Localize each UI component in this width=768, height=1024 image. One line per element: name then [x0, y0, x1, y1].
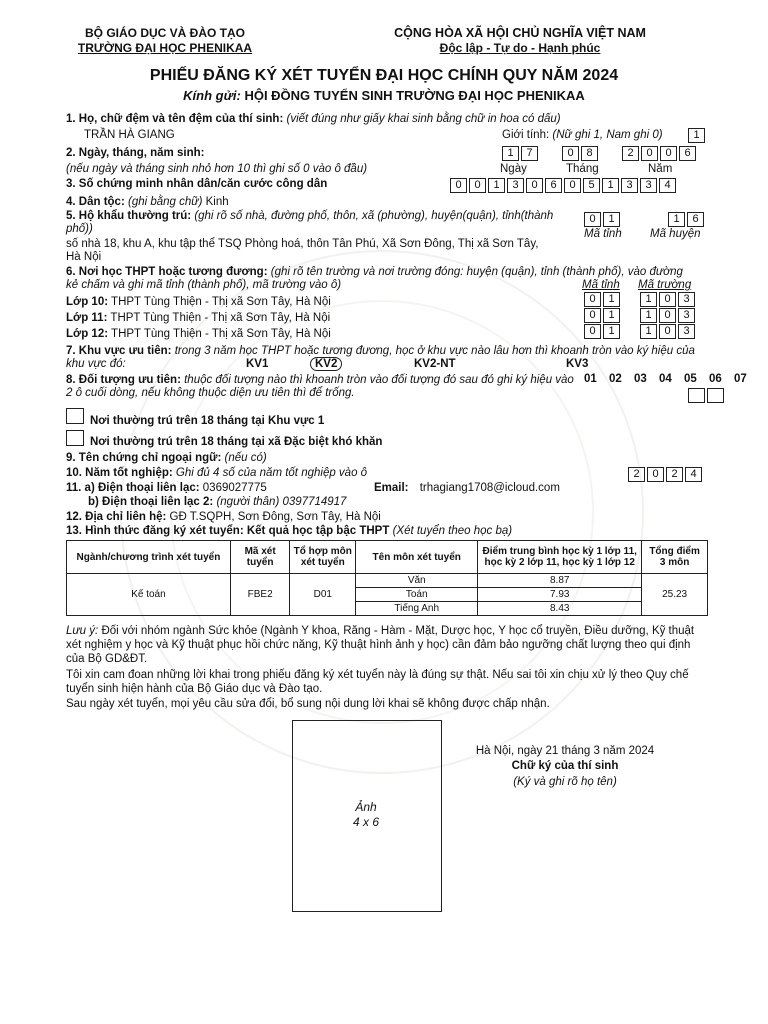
year-label: Năm: [648, 163, 673, 175]
digit: 4: [659, 178, 676, 193]
digit: 1: [603, 324, 620, 339]
note-paragraph: [66, 624, 706, 666]
school-name: THPT Tùng Thiện - Thị xã Sơn Tây, Hà Nội: [111, 328, 331, 340]
q10-hint: Ghi đủ 4 số của năm tốt nghiệp vào ô: [175, 467, 368, 479]
signature-hint: (Ký và ghi rõ họ tên): [513, 776, 617, 788]
q6-label: 6. Nơi học THPT hoặc tương đương:: [66, 266, 268, 278]
kv2-nt: KV2-NT: [414, 358, 456, 370]
table-header: Mã xét tuyển: [230, 541, 290, 574]
digit: 3: [678, 324, 695, 339]
q11a-label: 11. a) Điện thoại liên lạc:: [66, 482, 200, 494]
check1-label: Nơi thường trú trên 18 tháng tại Khu vực 1: [90, 415, 325, 427]
email-label: Email:: [374, 482, 409, 494]
q13-line: [66, 525, 512, 537]
digit: 1: [488, 178, 505, 193]
q4-line: [66, 196, 229, 208]
digit: 0: [450, 178, 467, 193]
digit: 2: [666, 467, 683, 482]
q11a-line: [66, 482, 267, 494]
code: 05: [684, 373, 697, 385]
checkbox-difficult-area[interactable]: [66, 430, 84, 446]
digit: 3: [507, 178, 524, 193]
gender-label: Giới tính:: [502, 129, 550, 141]
digit: 6: [545, 178, 562, 193]
code: 07: [734, 373, 747, 385]
table-header-row: [67, 541, 708, 574]
q4-label: 4. Dân tộc:: [66, 196, 125, 208]
digit: 0: [659, 292, 676, 307]
q11b-label: b) Điện thoại liên lạc 2:: [88, 496, 214, 508]
digit: 5: [583, 178, 600, 193]
digit: 0: [526, 178, 543, 193]
kv1: KV1: [246, 358, 269, 370]
code: 02: [609, 373, 622, 385]
box[interactable]: [688, 388, 705, 403]
q7-hint: trong 3 năm học THPT hoặc tương đương, học ở khu vực nào lâu hơn thì khoanh tròn vào ký hiệu của khu vực đó:: [66, 345, 695, 370]
digit: 3: [678, 308, 695, 323]
school-province-boxes: [584, 324, 622, 339]
digit: 1: [603, 292, 620, 307]
q11b-line: [88, 496, 346, 508]
digit: 3: [678, 292, 695, 307]
table-header: Tổ hợp môn xét tuyển: [290, 541, 356, 574]
republic-name: CỘNG HÒA XÃ HỘI CHỦ NGHĨA VIỆT NAM: [394, 26, 646, 40]
priority-codes: [584, 373, 747, 385]
digit: 1: [640, 324, 657, 339]
q13-hint: (Xét tuyển theo học bạ): [392, 525, 513, 537]
q3-label: 3. Số chứng minh nhân dân/căn cước công dân: [66, 178, 328, 190]
digit: 2: [622, 146, 639, 161]
email-value: trhagiang1708@icloud.com: [419, 482, 560, 494]
gender-box: [688, 128, 707, 143]
q6-hint: (ghi rõ tên trường và nơi trường đóng: huyện (quận), tỉnh (thành phố), vào đường kẻ chấm và ghi mã tỉnh (thành phố), mã trường vào ô): [66, 266, 683, 291]
digit: 3: [621, 178, 638, 193]
digit: 0: [584, 308, 601, 323]
digit: 1: [603, 308, 620, 323]
q2-label: 2. Ngày, tháng, năm sinh:: [66, 147, 205, 159]
district-label: Mã huyện: [650, 228, 701, 240]
grade11-line: [66, 312, 330, 324]
school-province-boxes: [584, 292, 622, 307]
photo-size: 4 x 6: [352, 815, 379, 829]
school-name: THPT Tùng Thiện - Thị xã Sơn Tây, Hà Nội: [110, 312, 331, 324]
q13-label: 13. Hình thức đăng ký xét tuyển: Kết quả học tập bậc THPT: [66, 525, 390, 537]
dob-day-boxes: [502, 146, 540, 161]
digit: 7: [521, 146, 538, 161]
digit: 1: [602, 178, 619, 193]
gender-hint: (Nữ ghi 1, Nam ghi 0): [552, 129, 663, 141]
q8-line: [66, 374, 576, 400]
day-label: Ngày: [500, 163, 527, 175]
digit: 1: [640, 292, 657, 307]
digit: 0: [562, 146, 579, 161]
combo-cell: D01: [290, 574, 356, 616]
kv3: KV3: [566, 358, 589, 370]
motto: Độc lập - Tự do - Hạnh phúc: [439, 41, 601, 55]
digit: 4: [685, 467, 702, 482]
q8-label: 8. Đối tượng ưu tiên:: [66, 374, 181, 386]
q5-label: 5. Hộ khẩu thường trú:: [66, 210, 192, 222]
grade12-line: [66, 328, 331, 340]
dob-year-boxes: [622, 146, 698, 161]
q1-line: [66, 113, 561, 125]
q2-hint: (nếu ngày và tháng sinh nhỏ hơn 10 thì ghi số 0 vào ô đầu): [66, 163, 368, 175]
q1-hint: (viết đúng như giấy khai sinh bằng chữ in hoa có dấu): [286, 113, 561, 125]
q11b-hint: (người thân): [216, 496, 280, 508]
box[interactable]: [707, 388, 724, 403]
ministry-name: BỘ GIÁO DỤC VÀ ĐÀO TẠO: [84, 26, 245, 40]
dob-month-boxes: [562, 146, 600, 161]
note-label: Lưu ý:: [66, 625, 99, 637]
school-code-label: Mã trường: [638, 279, 692, 291]
subject-cell: Tiếng Anh: [356, 602, 478, 616]
contact-address: GĐ T.SQPH, Sơn Đông, Sơn Tây, Hà Nội: [169, 511, 381, 523]
q7-label: 7. Khu vực ưu tiên:: [66, 345, 172, 357]
university-name: TRƯỜNG ĐẠI HỌC PHENIKAA: [77, 41, 253, 55]
month-label: Tháng: [566, 163, 599, 175]
score-cell: 8.43: [478, 602, 642, 616]
q7-line: [66, 345, 696, 371]
q9-hint: (nếu có): [224, 452, 267, 464]
priority-boxes[interactable]: [688, 388, 726, 403]
q12-label: 12. Địa chỉ liên hệ:: [66, 511, 167, 523]
photo-label: Ảnh: [355, 800, 377, 814]
digit: 0: [584, 324, 601, 339]
code: 06: [709, 373, 722, 385]
province-code-boxes: [584, 212, 622, 227]
commitment-text: Tôi xin cam đoan những lời khai trong phiếu đăng ký xét tuyển này là đúng sự thật. Nếu sai tôi xin chịu xử lý theo Quy chế tuyển sinh hiện hành của Bộ Giáo dục và Đào tạo.: [66, 669, 689, 695]
after-text: Sau ngày xét tuyển, mọi yêu cầu sửa đổi, bổ sung nội dung lời khai sẽ không được chấp nhận.: [66, 698, 550, 710]
form-title: PHIẾU ĐĂNG KÝ XÉT TUYỂN ĐẠI HỌC CHÍNH QUY NĂM 2024: [149, 67, 619, 84]
digit: 1: [668, 212, 685, 227]
school-code-boxes: [640, 308, 697, 323]
digit: 0: [647, 467, 664, 482]
table-header: Điểm trung bình học kỳ 1 lớp 11, học kỳ 2 lớp 11, học kỳ 1 lớp 12: [478, 541, 642, 574]
score-cell: 8.87: [478, 574, 642, 588]
school-code-boxes: [640, 324, 697, 339]
subject-cell: Toán: [356, 588, 478, 602]
district-code-boxes: [668, 212, 706, 227]
q1-label: 1. Họ, chữ đệm và tên đệm của thí sinh:: [66, 113, 284, 125]
digit: 0: [564, 178, 581, 193]
id-number-boxes: [450, 178, 678, 193]
phone-b: 0397714917: [282, 496, 347, 508]
gender-digit: 1: [688, 128, 705, 143]
grade-label: Lớp 10:: [66, 296, 109, 308]
table-header: Tên môn xét tuyển: [356, 541, 478, 574]
school-name: THPT Tùng Thiện - Thị xã Sơn Tây, Hà Nội: [111, 296, 331, 308]
phone-a: 0369027775: [202, 482, 267, 494]
grade-label: Lớp 12:: [66, 328, 109, 340]
checkbox-region1[interactable]: [66, 408, 84, 424]
q10-line: [66, 467, 367, 479]
q4-hint: (ghi bằng chữ): [128, 196, 203, 208]
digit: 0: [584, 212, 601, 227]
school-province-label: Mã tỉnh: [582, 279, 620, 291]
school-province-boxes: [584, 308, 622, 323]
gender-line: [502, 129, 663, 141]
digit: 1: [603, 212, 620, 227]
digit: 3: [640, 178, 657, 193]
digit: 0: [660, 146, 677, 161]
q10-label: 10. Năm tốt nghiệp:: [66, 467, 173, 479]
student-name: TRẦN HÀ GIANG: [84, 129, 175, 141]
q5-line: [66, 210, 566, 236]
score-cell: 7.93: [478, 588, 642, 602]
code: 03: [634, 373, 647, 385]
program-cell: Kế toán: [67, 574, 231, 616]
digit: 8: [581, 146, 598, 161]
table-header: Tổng điểm 3 môn: [642, 541, 708, 574]
q9-label: 9. Tên chứng chỉ ngoại ngữ:: [66, 452, 222, 464]
digit: 6: [679, 146, 696, 161]
q9-line: [66, 452, 267, 464]
note-text: Đối với nhóm ngành Sức khỏe (Ngành Y khoa, Răng - Hàm - Mặt, Dược học, Y học cổ truyền, Điều dưỡng, Kỹ thuật xét nghiệm y học và Kỹ thuật phục hồi chức năng, Kỹ thuật hình ảnh y học) cần đảm bảo ngưỡng chất lượng theo qui định của Bộ GD&ĐT.: [66, 625, 695, 665]
ethnicity: Kinh: [205, 196, 229, 208]
digit: 0: [659, 308, 676, 323]
digit: 0: [469, 178, 486, 193]
signature-title: Chữ ký của thí sinh: [511, 760, 619, 772]
digit: 1: [502, 146, 519, 161]
q5-hint: (ghi rõ số nhà, đường phố, thôn, xã (phường), huyện(quận), tỉnh(thành phố)): [66, 210, 554, 235]
admission-table: [66, 540, 708, 616]
table-row: [67, 574, 708, 588]
school-code-boxes: [640, 292, 697, 307]
subject-cell: Văn: [356, 574, 478, 588]
recipient-line: [0, 88, 768, 103]
digit: 0: [584, 292, 601, 307]
signature-date: Hà Nội, ngày 21 tháng 3 năm 2024: [475, 745, 655, 757]
digit: 1: [640, 308, 657, 323]
email-line: [374, 482, 560, 494]
code-cell: FBE2: [230, 574, 290, 616]
kv2-circled: KV2: [310, 357, 342, 371]
digit: 2: [628, 467, 645, 482]
grade-label: Lớp 11:: [66, 312, 108, 324]
total-cell: 25.23: [642, 574, 708, 616]
grade10-line: [66, 296, 331, 308]
q8-hint: thuộc đối tượng nào thì khoanh tròn vào đối tượng đó sau đó ghi ký hiệu vào 2 ô cuối dòng, nếu không thuộc diện ưu tiên thì để trống.: [66, 374, 574, 399]
q12-line: [66, 511, 381, 523]
permanent-address: số nhà 18, khu A, khu tập thể TSQ Phòng hoá, thôn Tân Phú, Xã Sơn Đông, Thị xã Sơn Tây, Hà Nội: [66, 238, 539, 263]
digit: 6: [687, 212, 704, 227]
check2-label: Nơi thường trú trên 18 tháng tại xã Đặc biệt khó khăn: [90, 436, 383, 448]
digit: 0: [641, 146, 658, 161]
province-label: Mã tỉnh: [584, 228, 622, 240]
digit: 0: [659, 324, 676, 339]
table-header: Ngành/chương trình xét tuyển: [67, 541, 231, 574]
code: 01: [584, 373, 597, 385]
recipient-label: Kính gửi:: [183, 88, 241, 103]
code: 04: [659, 373, 672, 385]
graduation-year-boxes: [628, 467, 704, 482]
recipient: HỘI ĐỒNG TUYỂN SINH TRƯỜNG ĐẠI HỌC PHENIKAA: [244, 88, 585, 103]
